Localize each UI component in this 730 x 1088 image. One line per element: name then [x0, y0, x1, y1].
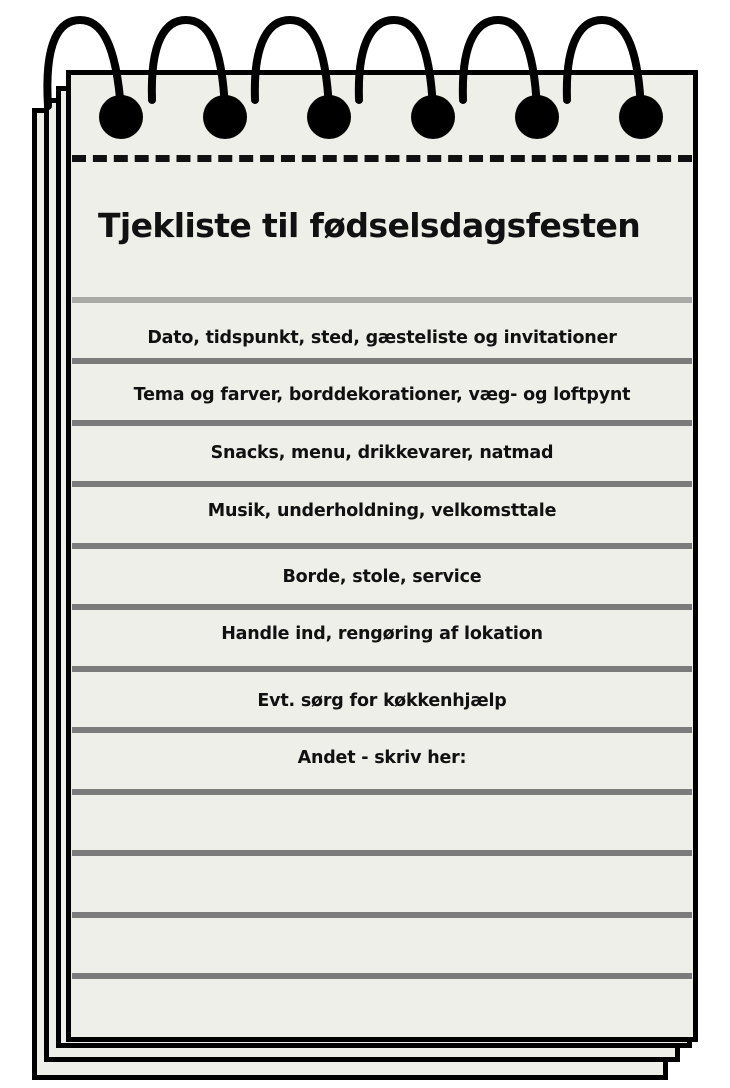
checklist-item: Borde, stole, service: [282, 567, 482, 587]
checklist-item: Evt. sørg for køkkenhjælp: [257, 691, 507, 711]
binding-hole-icon: [515, 95, 559, 139]
ruled-line: [72, 850, 692, 856]
binding-hole-icon: [619, 95, 663, 139]
checklist-item: Dato, tidspunkt, sted, gæsteliste og invitationer: [147, 328, 617, 348]
ruled-line: [72, 420, 692, 426]
spiral-ring-icon: [255, 20, 329, 110]
binding-hole-icon: [411, 95, 455, 139]
checklist-item: Andet - skriv her:: [297, 748, 467, 768]
spiral-ring-icon: [463, 20, 537, 110]
binding-hole-icon: [307, 95, 351, 139]
ruled-line: [72, 912, 692, 918]
ruled-line: [72, 604, 692, 610]
spiral-ring-icon: [47, 20, 121, 110]
ruled-line: [72, 358, 692, 364]
ruled-line: [72, 297, 692, 303]
spiral-ring-icon: [359, 20, 433, 110]
spiral-binding: [0, 0, 730, 170]
ruled-line: [72, 666, 692, 672]
checklist-item: Snacks, menu, drikkevarer, natmad: [210, 443, 554, 463]
ruled-line: [72, 481, 692, 487]
spiral-ring-icon: [152, 20, 225, 110]
ruled-line: [72, 973, 692, 979]
checklist-item: Musik, underholdning, velkomsttale: [207, 501, 557, 521]
spiral-ring-icon: [567, 20, 641, 110]
checklist-item: Tema og farver, borddekorationer, væg- og loftpynt: [133, 385, 631, 405]
ruled-line: [72, 727, 692, 733]
binding-hole-icon: [203, 95, 247, 139]
perforation-line: [72, 155, 692, 162]
checklist-item: Handle ind, rengøring af lokation: [221, 624, 543, 644]
ruled-line: [72, 789, 692, 795]
page-title: Tjekliste til fødselsdagsfesten: [98, 206, 641, 245]
ruled-line: [72, 543, 692, 549]
binding-hole-icon: [99, 95, 143, 139]
